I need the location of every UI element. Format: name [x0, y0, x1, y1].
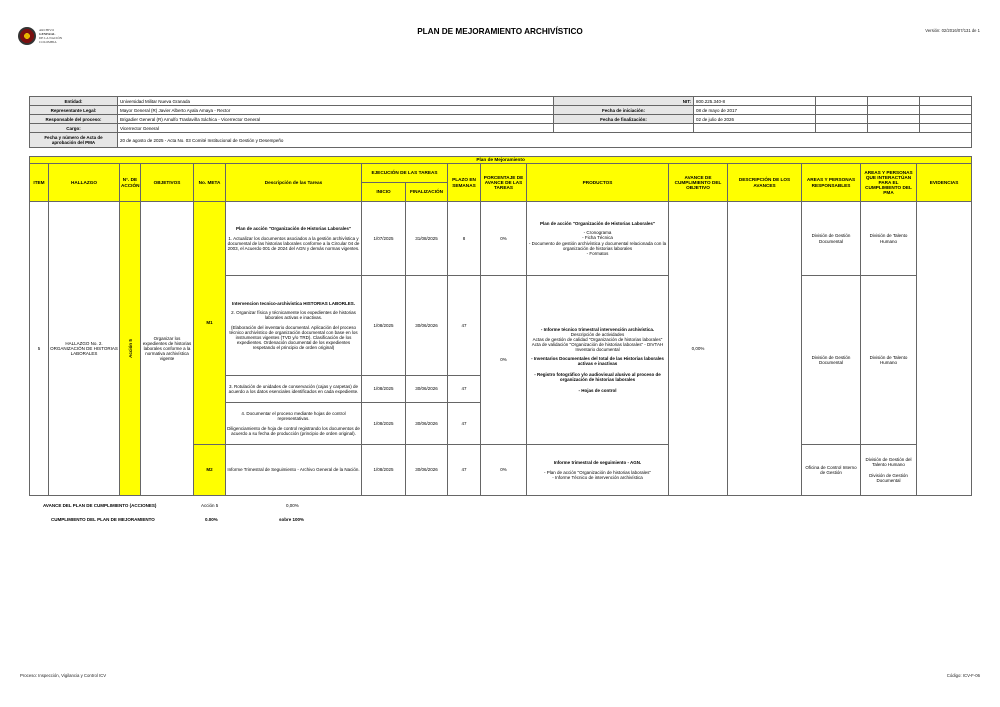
- objetivo-cell: Organizar los expedientes de historias laborales conforme a la normativa archivística vigente: [141, 202, 194, 496]
- cumplimiento-value: 0.00%: [205, 517, 218, 522]
- task-2-plazo: 47: [448, 276, 481, 376]
- product-1-text: - Cronograma - Ficha Técnica - Documento de gestión archivística y documental relacionada con la organización de historias laborales - Formatos: [528, 230, 667, 256]
- task-1-inicio: 1/07/2025: [362, 202, 406, 276]
- table-row: [30, 202, 972, 276]
- acta-value: 20 de agosto de 2025 - Acta No. 03 Comité Institucional de Gestión y Desempeño: [118, 133, 972, 148]
- col-objetivos: OBJETIVOS: [141, 164, 194, 202]
- task-1: [226, 202, 362, 276]
- col-meta: No. META: [194, 164, 226, 202]
- nit-label: NIT:: [554, 97, 694, 106]
- task-4: 4. Documentar el proceso mediante hojas de control representativas. Diligenciamiento de hoja de control registrando los documentos de acuerdo a su fecha de producción (principio de orden original).: [226, 403, 362, 445]
- area-2: División de Gestión Documental: [802, 276, 861, 445]
- task-5: Informe Trimestral de Seguimiento - Archivo General de la Nación.: [226, 445, 362, 496]
- accion-cell: Acción 5: [120, 202, 141, 496]
- col-accion: N°. DE ACCIÓN: [120, 164, 141, 202]
- inicio-label: Fecha de iniciación:: [554, 106, 694, 115]
- task-2: [226, 276, 362, 376]
- product-2-text: Descripción de actividades Actas de gestión de calidad "Organización de historias laborales" Acta de validación "Organización de historias laborales" - DIVTAH Inventario documental: [531, 331, 664, 352]
- entidad-value: Universidad Militar Nueva Granada: [118, 97, 554, 106]
- col-hallazgo: HALLAZGO: [49, 164, 120, 202]
- cumplimiento-label: CUMPLIMIENTO DEL PLAN DE MEJORAMIENTO: [51, 517, 155, 522]
- task-5-inicio: 1/08/2025: [362, 445, 406, 496]
- pct-m1: 0%: [481, 276, 527, 445]
- descripcion-cell: [728, 202, 802, 496]
- area-1: División de Gestión Documental: [802, 202, 861, 276]
- product-2b: - Inventarios Documentales del total de las Historias laborales activas e inactivas: [531, 356, 664, 367]
- avance-accion: Acción 5: [201, 503, 219, 508]
- cargo-label: Cargo:: [30, 124, 118, 133]
- page-title: PLAN DE MEJORAMIENTO ARCHIVÍSTICO: [417, 27, 583, 36]
- col-productos: PRODUCTOS: [527, 164, 669, 202]
- cargo-value: Vicerrector General: [118, 124, 554, 133]
- logo-text: ARCHIVO GENERAL DE LA NACIÓN COLOMBIA: [39, 28, 63, 44]
- task-3-inicio: 1/08/2025: [362, 376, 406, 403]
- task-4-inicio: 1/08/2025: [362, 403, 406, 445]
- hallazgo-cell: HALLAZGO No. 2. ORGANIZACIÓN DE HISTORIAS LABORALES: [49, 202, 120, 496]
- area-2b: División de Talento Humano: [861, 276, 917, 445]
- task-5-plazo: 47: [448, 445, 481, 496]
- item-cell: 5: [30, 202, 49, 496]
- avance-cell: 0,00%: [669, 202, 728, 496]
- avance-value: 0,00%: [286, 503, 299, 508]
- band-header: Plan de Mejoramiento: [30, 157, 972, 164]
- inicio-value: 08 de mayo de 2017: [694, 106, 816, 115]
- col-finalizacion: FINALIZACIÓN: [406, 183, 448, 202]
- task-1-fin: 31/08/2025: [406, 202, 448, 276]
- version-label: Versión: 02/2016/07/131 de 1: [925, 28, 980, 33]
- nit-value: 800.225.340-8: [694, 97, 816, 106]
- col-inicio: INICIO: [362, 183, 406, 202]
- meta-m1: M1: [194, 202, 226, 445]
- task-5-pct: 0%: [481, 445, 527, 496]
- footer-process: Proceso: Inspección, Vigilancia y Control ICV: [20, 673, 107, 678]
- resp-value: Brigadier General (R) Arnulfo Traslaviña Sáchica - Vicerrector General: [118, 115, 554, 124]
- product-3-title: Informe trimestral de seguimiento - AGN.: [553, 459, 642, 465]
- col-tareas: Descripción de las Tareas: [226, 164, 362, 202]
- fin-value: 02 de julio de 2026: [694, 115, 816, 124]
- col-ejecucion: EJECUCIÓN DE LAS TAREAS: [362, 164, 448, 183]
- task-2-text: 2. Organizar física y técnicamente los expedientes de historias laborales activas e inactivas. (Elaboración del inventario documental. Aplicación del proceso técnico archivístico de organización documental con base en los instrumentos vigentes (TVD y/o TRD). Clasificación de los expedientes. Ordenación documental de los expedientes respetando el principio de orden original): [229, 309, 358, 351]
- col-areas: AREAS Y PERSONAS RESPONSABLES: [802, 164, 861, 202]
- area-3b: División de Gestión del Talento Humano División de Gestión Documental: [861, 445, 917, 496]
- info-row-rep: [30, 106, 972, 115]
- info-row-cargo: [30, 124, 972, 133]
- entidad-label: Entidad:: [30, 97, 118, 106]
- col-porcentaje: PORCENTAJE DE AVANCE DE LAS TAREAS: [481, 164, 527, 202]
- info-row-entidad: [30, 97, 972, 106]
- info-table: [29, 96, 972, 148]
- task-3-plazo: 47: [448, 376, 481, 403]
- footer-code: Código: ICV-F-06: [946, 673, 980, 678]
- task-2-title: Intervencion tecnico-archivistica HISTORIAS LABORLES.: [232, 300, 355, 306]
- area-1b: División de Talento Humano: [861, 202, 917, 276]
- col-plazo: PLAZO EN SEMANAS: [448, 164, 481, 202]
- task-5-fin: 30/06/2026: [406, 445, 448, 496]
- plan-table: [29, 156, 972, 496]
- resp-label: Responsable del proceso:: [30, 115, 118, 124]
- evidencias-cell: [917, 202, 972, 496]
- info-row-resp: [30, 115, 972, 124]
- meta-m2: M2: [194, 445, 226, 496]
- col-areas-interactuan: AREAS Y PERSONAS QUE INTERACTÚAN PARA EL CUMPLIMIENTO DEL PMA: [861, 164, 917, 202]
- task-3: 3. Rotulación de unidades de conservación (cajas y carpetas) de acuerdo a los datos esenciales identificados en cada expediente.: [226, 376, 362, 403]
- product-3: [527, 445, 669, 496]
- fin-label: Fecha de finalización:: [554, 115, 694, 124]
- product-2: [527, 276, 669, 445]
- avance-label: AVANCE DEL PLAN DE CUMPLIMIENTO (ACCIONES): [43, 503, 157, 508]
- product-2c: - Registro fotográfico y/o audiovisual alusivo al proceso de organización de historias laborales: [534, 372, 661, 383]
- task-1-pct: 0%: [481, 202, 527, 276]
- rep-label: Representante Legal:: [30, 106, 118, 115]
- task-1-title: Plan de acción "Organización de Historias Laborales": [235, 225, 352, 231]
- col-avance: AVANCE DE CUMPLIMIENTO DEL OBJETIVO: [669, 164, 728, 202]
- task-3-fin: 30/06/2026: [406, 376, 448, 403]
- col-descripcion: DESCRIPCIÓN DE LOS AVANCES: [728, 164, 802, 202]
- task-2-inicio: 1/08/2025: [362, 276, 406, 376]
- task-4-plazo: 47: [448, 403, 481, 445]
- col-item: ITEM: [30, 164, 49, 202]
- rep-value: Mayor General (R) Javier Alberto Ayala Amaya - Rector: [118, 106, 554, 115]
- acta-label: Fecha y número de Acta de aprobación del PMA: [30, 133, 118, 148]
- area-3: Oficina de Control Interno de Gestión: [802, 445, 861, 496]
- product-2-title: - Informe técnico trimestral intervención archivística.: [540, 326, 655, 332]
- info-row-acta: [30, 133, 972, 148]
- product-1-title: Plan de acción "Organización de Historias Laborales": [539, 221, 656, 227]
- col-evidencias: EVIDENCIAS: [917, 164, 972, 202]
- task-1-text: 1. Actualizar los documentos asociados a la gestión archivística y documental de las historias laborales conforme a la Circular 04 de 2003, el Acuerdo 001 de 2024 del AGN y demás normas vigentes.: [227, 235, 360, 252]
- task-2-fin: 30/06/2026: [406, 276, 448, 376]
- task-4-fin: 30/06/2026: [406, 403, 448, 445]
- product-1: [527, 202, 669, 276]
- product-3-text: - Plan de acción "Organización de historias laborales" - Informe Técnico de intervención archivística: [543, 469, 651, 481]
- product-2d: - Hojas de control: [578, 388, 617, 394]
- cumplimiento-sobre: sobre 100%: [279, 517, 305, 522]
- task-1-plazo: 8: [448, 202, 481, 276]
